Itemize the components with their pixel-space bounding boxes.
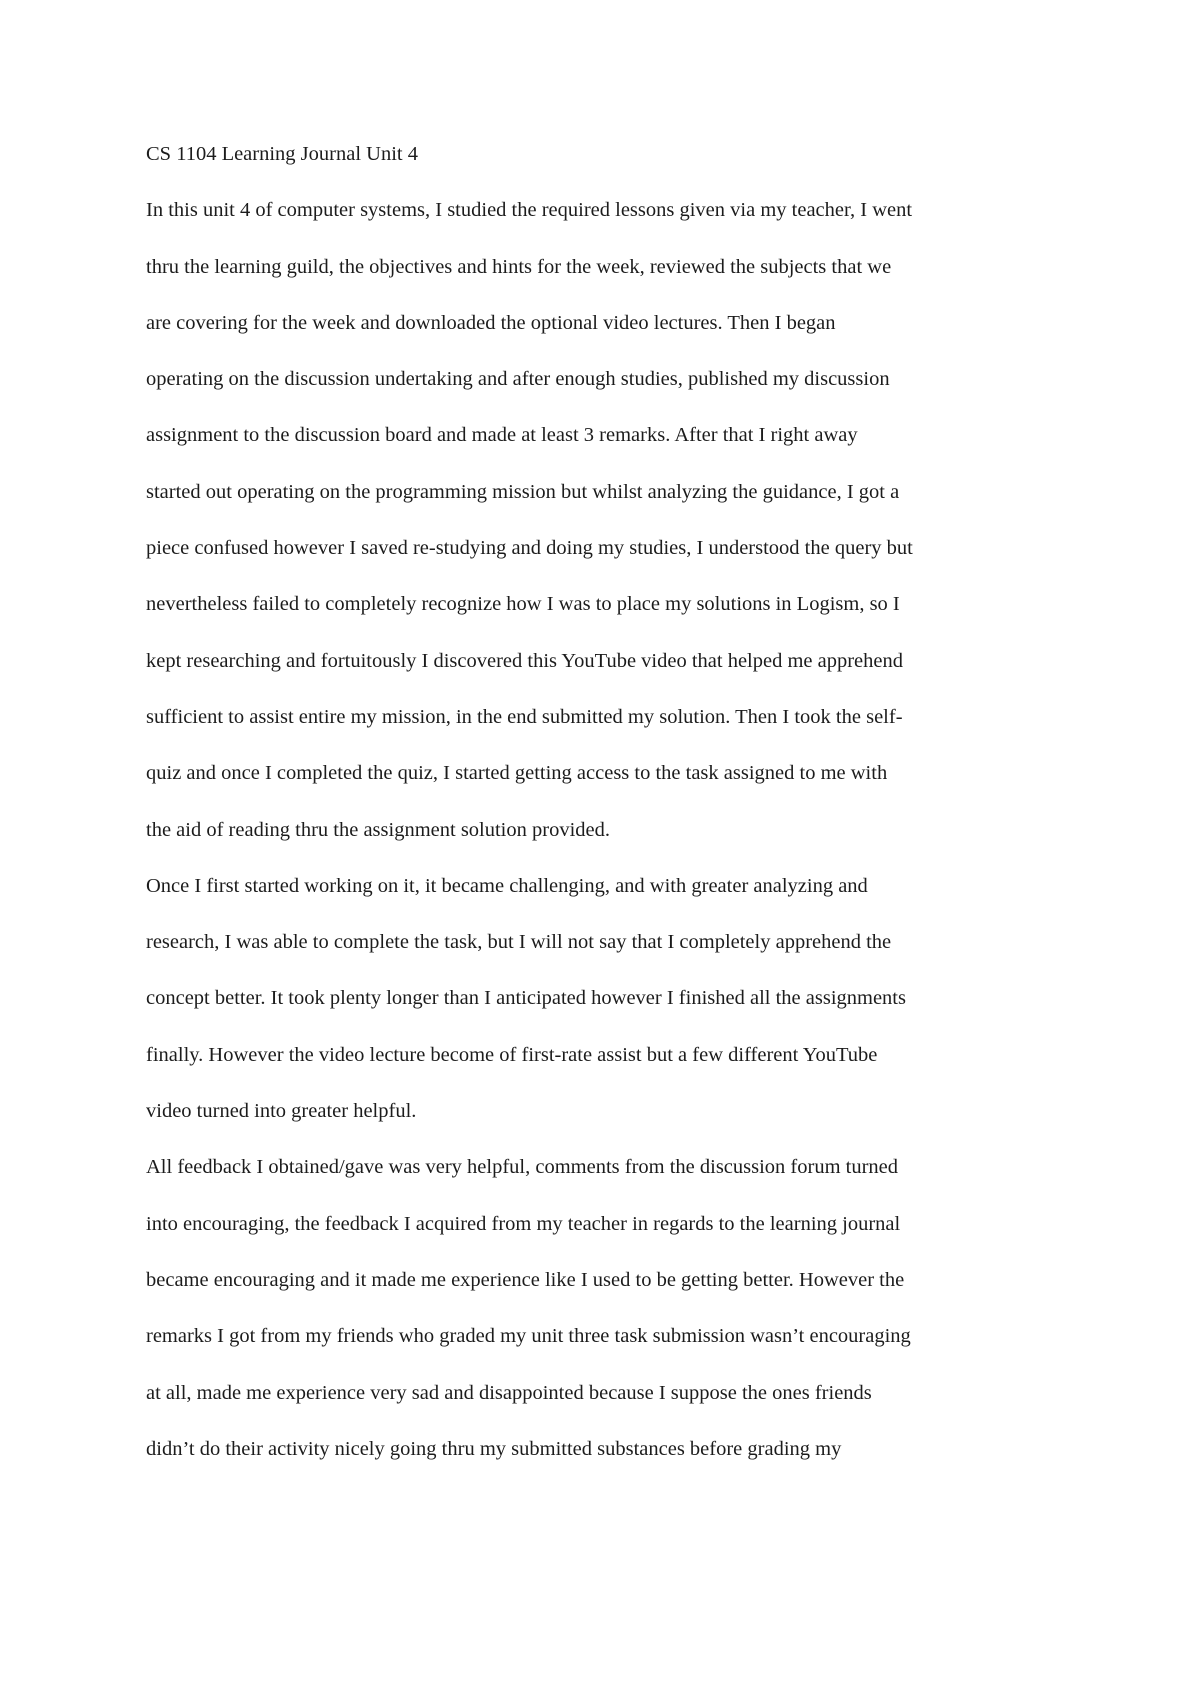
text-line: assignment to the discussion board and made at least 3 remarks. After that I right away (146, 424, 858, 447)
text-line: the aid of reading thru the assignment solution provided. (146, 818, 611, 841)
text-line: finally. However the video lecture become of first-rate assist but a few different YouTube (146, 1043, 878, 1066)
text-line: piece confused however I saved re-studying and doing my studies, I understood the query but (146, 537, 913, 560)
text-line: into encouraging, the feedback I acquired from my teacher in regards to the learning journal (146, 1212, 901, 1235)
text-line: Once I first started working on it, it became challenging, and with greater analyzing and (146, 874, 868, 897)
text-line: thru the learning guild, the objectives and hints for the week, reviewed the subjects that we (146, 255, 892, 278)
text-line: sufficient to assist entire my mission, in the end submitted my solution. Then I took the self- (146, 705, 903, 728)
text-line: didn’t do their activity nicely going thru my submitted substances before grading my (146, 1437, 842, 1460)
document-body (146, 142, 1066, 1493)
text-line: In this unit 4 of computer systems, I studied the required lessons given via my teacher, I went (146, 199, 913, 222)
text-line: research, I was able to complete the task, but I will not say that I completely apprehend the (146, 931, 892, 954)
text-line: nevertheless failed to completely recognize how I was to place my solutions in Logism, so I (146, 593, 900, 616)
text-line: All feedback I obtained/gave was very helpful, comments from the discussion forum turned (146, 1156, 899, 1179)
text-line: remarks I got from my friends who graded my unit three task submission wasn’t encouraging (146, 1325, 911, 1348)
text-line: started out operating on the programming mission but whilst analyzing the guidance, I got a (146, 480, 900, 503)
text-line: quiz and once I completed the quiz, I started getting access to the task assigned to me with (146, 762, 888, 785)
text-line: became encouraging and it made me experience like I used to be getting better. However the (146, 1268, 905, 1291)
text-line: operating on the discussion undertaking and after enough studies, published my discussion (146, 368, 890, 391)
text-line: concept better. It took plenty longer than I anticipated however I finished all the assignments (146, 987, 906, 1010)
text-line: video turned into greater helpful. (146, 1100, 417, 1123)
text-line: kept researching and fortuitously I discovered this YouTube video that helped me apprehend (146, 649, 904, 672)
text-line: at all, made me experience very sad and disappointed because I suppose the ones friends (146, 1381, 872, 1404)
text-line: are covering for the week and downloaded the optional video lectures. Then I began (146, 311, 836, 334)
document-title: CS 1104 Learning Journal Unit 4 (146, 143, 418, 165)
